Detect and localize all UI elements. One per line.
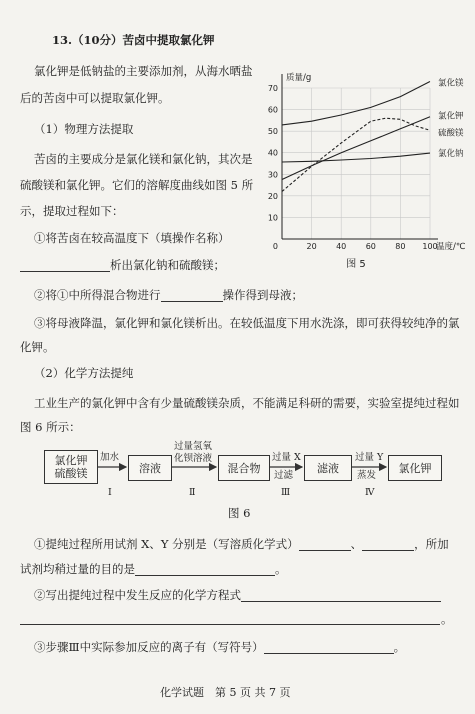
answer-blank-ions[interactable] bbox=[264, 641, 394, 654]
section1-line-3: 示，提取过程如下： bbox=[20, 204, 124, 218]
step1-line-1: ①将苦卤在较高温度下（填操作名称） bbox=[34, 231, 230, 245]
answer-blank-step2[interactable] bbox=[161, 289, 223, 302]
series-label-氯化钾: 氯化钾 bbox=[438, 111, 464, 122]
q2-line bbox=[34, 588, 441, 602]
series-label-氯化镁: 氯化镁 bbox=[438, 78, 464, 89]
y-tick-label: 60 bbox=[267, 105, 278, 115]
step3-line-2: 化钾。 bbox=[20, 340, 55, 354]
y-tick-label: 70 bbox=[267, 84, 278, 93]
flow-node-kcl: 氯化钾 bbox=[388, 455, 442, 481]
flow-arrow-2-label-1: 过量氢氧 bbox=[174, 441, 213, 452]
flow-arrow-1-label: 加水 bbox=[100, 452, 120, 463]
q3-end: 。 bbox=[393, 640, 406, 654]
section2-line-2: 图 6 所示： bbox=[20, 420, 81, 434]
page-footer: 化学试题 第 5 页 共 7 页 bbox=[160, 686, 291, 699]
answer-blank-x[interactable] bbox=[299, 538, 351, 551]
x-tick-label: 40 bbox=[336, 242, 347, 251]
x-tick-label: 0 bbox=[272, 242, 278, 251]
solubility-chart bbox=[260, 58, 475, 273]
q2-text: ②写出提纯过程中发生反应的化学方程式 bbox=[34, 588, 241, 602]
answer-blank-purpose[interactable] bbox=[135, 563, 275, 576]
intro-line-1: 氯化钾是低钠盐的主要添加剂，从海水晒盐 bbox=[34, 64, 253, 78]
x-tick-label: 80 bbox=[395, 242, 406, 251]
flow-arrow-4-top: 过量 Y bbox=[355, 452, 384, 463]
q1-purpose-text: 试剂均稍过量的目的是 bbox=[20, 562, 135, 576]
series-line-氯化钾 bbox=[282, 117, 430, 180]
y-axis-label: 质量/g bbox=[286, 73, 312, 83]
q3-text: ③步骤Ⅲ中实际参加反应的离子有（写符号） bbox=[34, 640, 264, 654]
flow-arrow-3-top: 过量 X bbox=[272, 452, 301, 463]
flow-arrow-2-label-2: 化钡溶液 bbox=[174, 453, 213, 464]
step3-line-1: ③将母液降温，氯化钾和氯化镁析出。在较低温度下用水洗涤，即可获得较纯净的氯 bbox=[34, 316, 460, 330]
x-tick-label: 60 bbox=[365, 242, 376, 251]
q1-text-b: ，所加 bbox=[414, 537, 449, 551]
q1-line-2 bbox=[20, 562, 287, 576]
answer-blank-y[interactable] bbox=[362, 538, 414, 551]
step-numeral-2: Ⅱ bbox=[189, 487, 196, 498]
q3-line bbox=[34, 640, 405, 654]
step2-suffix: 操作得到母液； bbox=[222, 288, 303, 302]
flow-start-line-1: 氯化钾 bbox=[54, 454, 88, 467]
step2-prefix: ②将①中所得混合物进行 bbox=[34, 288, 161, 302]
figure-5-caption: 图 5 bbox=[346, 259, 366, 270]
series-line-硫酸镁 bbox=[282, 118, 430, 191]
series-label-氯化钠: 氯化钠 bbox=[438, 149, 464, 160]
step-numeral-3: Ⅲ bbox=[281, 487, 291, 498]
q1-end: 。 bbox=[275, 562, 287, 576]
figure-6-caption: 图 6 bbox=[228, 506, 251, 520]
answer-blank-operation[interactable] bbox=[20, 259, 110, 272]
step-numeral-1: Ⅰ bbox=[108, 487, 112, 498]
x-axis-label: 温度/℃ bbox=[436, 242, 466, 252]
flow-start-line-2: 硫酸镁 bbox=[54, 467, 88, 480]
flow-node-solution: 溶液 bbox=[128, 455, 172, 481]
answer-blank-equation-1[interactable] bbox=[241, 589, 441, 602]
q1-sep: 、 bbox=[350, 537, 363, 551]
y-tick-label: 20 bbox=[267, 191, 278, 201]
step-numeral-4: Ⅳ bbox=[365, 487, 375, 498]
x-tick-label: 20 bbox=[306, 242, 317, 251]
step2-line bbox=[34, 288, 303, 302]
flow-node-filtrate: 滤液 bbox=[304, 455, 352, 481]
q1-text-a: ①提纯过程所用试剂 X、Y 分别是（写溶质化学式） bbox=[34, 537, 299, 551]
section1-line-2: 硫酸镁和氯化钾。它们的溶解度曲线如图 5 所 bbox=[20, 178, 254, 192]
q2-end: 。 bbox=[441, 612, 453, 626]
section1-heading: （1）物理方法提取 bbox=[34, 122, 134, 136]
answer-line-equation-2[interactable] bbox=[20, 624, 440, 625]
section1-line-1: 苦卤的主要成分是氯化镁和氯化钠，其次是 bbox=[34, 152, 253, 166]
intro-line-2: 后的苦卤中可以提取氯化钾。 bbox=[20, 91, 170, 105]
step1-suffix: 析出氯化钠和硫酸镁； bbox=[110, 258, 225, 272]
q1-line-1 bbox=[34, 537, 449, 551]
flow-arrows bbox=[0, 430, 475, 510]
flow-arrow-4-bottom: 蒸发 bbox=[357, 470, 377, 481]
question-title: 13.（10分）苦卤中提取氯化钾 bbox=[52, 33, 215, 47]
flow-arrow-3-bottom: 过滤 bbox=[274, 470, 294, 481]
flow-node-mixture: 混合物 bbox=[218, 455, 270, 481]
step1-line-2 bbox=[20, 258, 225, 272]
section2-line-1: 工业生产的氯化钾中含有少量硫酸镁杂质，不能满足科研的需要，实验室提纯过程如 bbox=[34, 396, 460, 410]
x-tick-label: 100 bbox=[422, 242, 438, 251]
y-tick-label: 50 bbox=[267, 127, 278, 137]
section2-heading: （2）化学方法提纯 bbox=[34, 366, 134, 380]
y-tick-label: 40 bbox=[267, 148, 278, 158]
y-tick-label: 10 bbox=[267, 213, 278, 223]
series-line-氯化钠 bbox=[282, 153, 430, 162]
y-tick-label: 30 bbox=[267, 170, 278, 180]
series-label-硫酸镁: 硫酸镁 bbox=[438, 128, 464, 139]
